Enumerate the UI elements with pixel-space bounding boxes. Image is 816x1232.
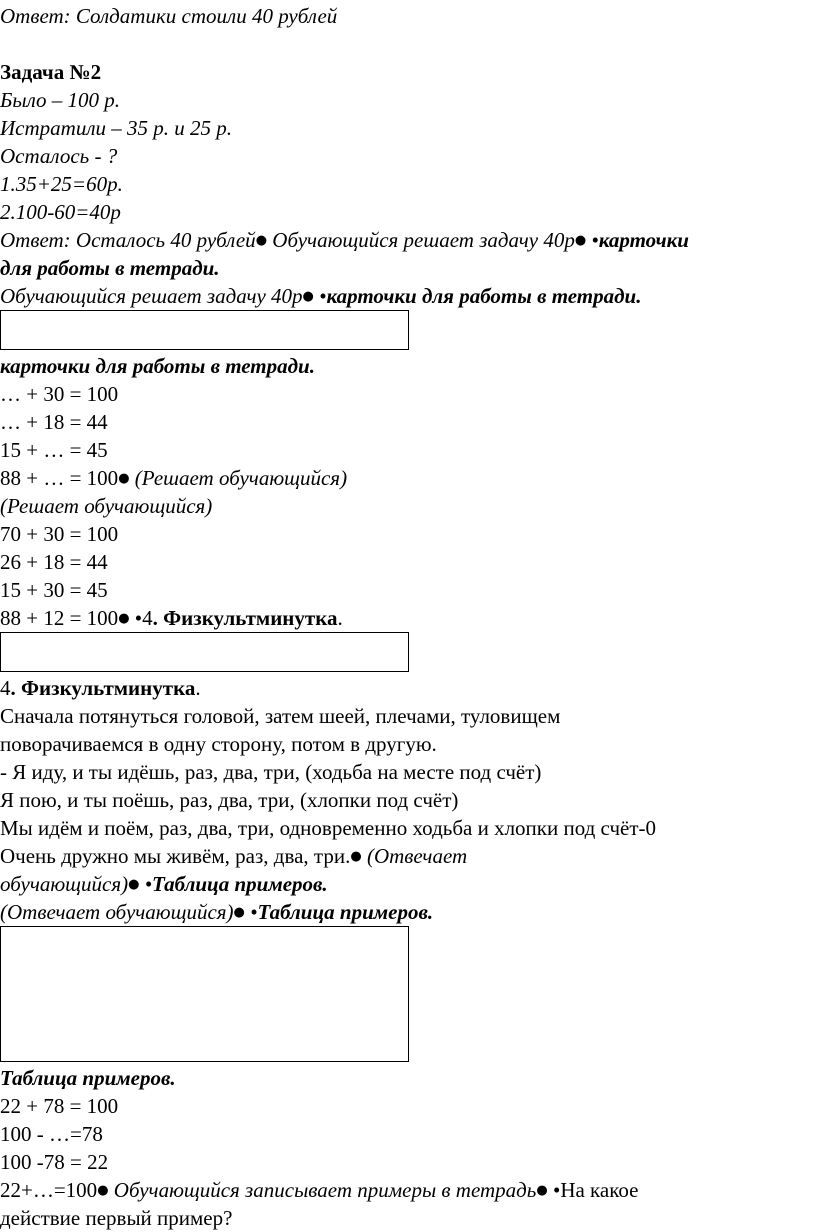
table-last-line (0, 1176, 638, 1204)
fizminutka-title: . Физкультминутка (10, 676, 196, 700)
fizminutka-line-6: Очень дружно мы живём, раз, два, три. (0, 844, 351, 868)
task2-note: Обучающийся решает задачу 40р (267, 228, 575, 252)
task2-answer-line (0, 226, 689, 254)
task2-repeat-line (0, 282, 642, 310)
fizminutka-responder-b: обучающийся) (0, 872, 129, 896)
image-placeholder-cards (0, 310, 409, 350)
small-bullet-icon: • (319, 284, 327, 308)
bullet-icon: ● (574, 233, 587, 248)
task2-step2: 2.100-60=40р (0, 200, 121, 224)
table-line-3: 100 -78 = 22 (0, 1150, 109, 1174)
cards-exercise-4: 88 + … = 100 (0, 466, 119, 490)
cards-answer-1: 70 + 30 = 100 (0, 522, 119, 546)
cards-answer-4: 88 + 12 = 100 (0, 606, 119, 630)
bullet-icon: ● (255, 233, 268, 248)
cards-exercise-3: 15 + … = 45 (0, 438, 108, 462)
cards-next-title: . Физкультминутка (152, 606, 338, 630)
bullet-icon: ● (233, 905, 245, 920)
fizminutka-responder-a: (Отвечает (361, 844, 468, 868)
bullet-icon: ● (536, 1183, 548, 1198)
bullet-icon: ● (350, 849, 362, 864)
bullet-icon: ● (302, 289, 314, 304)
task2-cards-line2: для работы в тетради. (0, 256, 220, 280)
fizminutka-responder-full: (Отвечает обучающийся) (0, 900, 234, 924)
task2-answer: Ответ: Осталось 40 рублей (0, 228, 256, 252)
bullet-icon: ● (97, 1183, 109, 1198)
task2-step1: 1.35+25=60р. (0, 172, 123, 196)
bullet-icon: ● (128, 877, 140, 892)
image-placeholder-fizminutka (0, 632, 409, 672)
small-bullet-icon: • (134, 606, 143, 630)
small-bullet-icon: • (250, 900, 258, 924)
image-placeholder-table (0, 926, 409, 1062)
cards-solver-note: (Решает обучающийся) (129, 466, 348, 490)
fizminutka-line-3: - Я иду, и ты идёшь, раз, два, три, (ходьба на месте под счёт) (0, 760, 542, 784)
fizminutka-number: 4 (0, 676, 11, 700)
task2-left: Осталось - ? (0, 144, 118, 168)
cards-exercise-1: … + 30 = 100 (0, 382, 119, 406)
table-heading: Таблица примеров. (0, 1066, 176, 1090)
task2-had: Было – 100 р. (0, 88, 121, 112)
fizminutka-line-4: Я пою, и ты поёшь, раз, два, три, (хлопки под счёт) (0, 788, 459, 812)
fizminutka-heading (0, 674, 201, 702)
fizminutka-line-5: Мы идём и поём, раз, два, три, одновременно ходьба и хлопки под счёт-0 (0, 816, 657, 840)
small-bullet-icon: • (552, 1178, 561, 1202)
task2-repeat-cards: карточки для работы в тетради. (326, 284, 642, 308)
cards-answer-4-line (0, 604, 343, 632)
task2-repeat-note: Обучающийся решает задачу 40р (0, 284, 303, 308)
bullet-icon: ● (118, 611, 130, 626)
fizminutka-line-6-wrap (0, 842, 467, 870)
cards-exercise-4-line (0, 464, 347, 492)
table-last-tail: На какое (560, 1178, 639, 1202)
cards-exercise-2: … + 18 = 44 (0, 410, 108, 434)
answer-line-task1: Ответ: Солдатики стоили 40 рублей (0, 4, 338, 28)
cards-next-number: 4 (142, 606, 153, 630)
table-last-expr: 22+…=100 (0, 1178, 98, 1202)
table-last-note: Обучающийся записывает примеры в тетрадь (108, 1178, 537, 1202)
task2-title: Задача №2 (0, 60, 102, 84)
table-line-2: 100 - …=78 (0, 1122, 103, 1146)
fizminutka-period: . (195, 676, 201, 700)
task2-cards: карточки (598, 228, 689, 252)
fizminutka-line-1: Сначала потянуться головой, затем шеей, плечами, туловищем (0, 704, 561, 728)
small-bullet-icon: • (144, 872, 153, 896)
bullet-icon: ● (118, 471, 130, 486)
fizminutka-table-label-2: Таблица примеров. (257, 900, 434, 924)
fizminutka-table-label: Таблица примеров. (152, 872, 328, 896)
cards-solver-note-2: (Решает обучающийся) (0, 494, 213, 518)
cards-answer-2: 26 + 18 = 44 (0, 550, 108, 574)
cards-next-period: . (337, 606, 343, 630)
table-line-1: 22 + 78 = 100 (0, 1094, 119, 1118)
table-last-line-2: действие первый пример? (0, 1206, 233, 1230)
task2-spent: Истратили – 35 р. и 25 р. (0, 116, 232, 140)
cards-heading: карточки для работы в тетради. (0, 354, 315, 378)
cards-answer-3: 15 + 30 = 45 (0, 578, 108, 602)
fizminutka-responder-line (0, 870, 328, 898)
small-bullet-icon: • (591, 228, 599, 252)
fizminutka-line-2: поворачиваемся в одну сторону, потом в другую. (0, 732, 437, 756)
fizminutka-responder-full-line (0, 898, 433, 926)
